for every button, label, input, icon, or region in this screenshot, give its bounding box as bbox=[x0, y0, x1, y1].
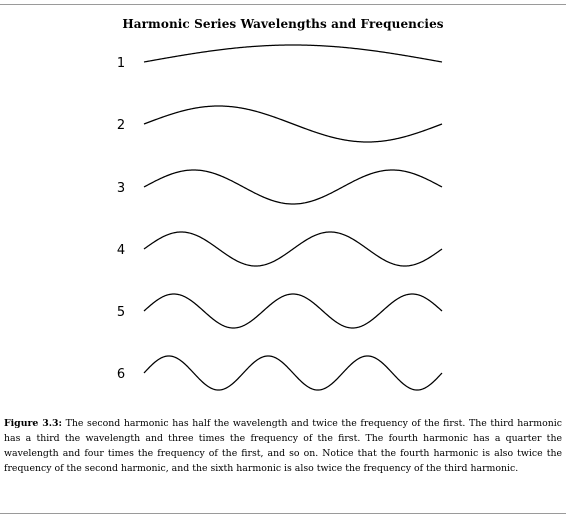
harmonic-wave-3 bbox=[144, 170, 442, 204]
harmonic-label-3: 3 bbox=[116, 181, 126, 196]
caption-text: The second harmonic has half the wavelength and twice the frequency of the first. The third harmonic has a third the wavelength and three times the frequency of the first. The fourth harmonic has a quarter the wavelength and four times the frequency of the first, and so on. Notice that the fourth harmonic is also twice the frequency of the second harmonic, and the sixth harmonic is also twice the frequency of the third harmonic. bbox=[4, 418, 562, 474]
waves-group bbox=[117, 45, 442, 390]
caption-lead: Figure 3.3: bbox=[4, 418, 62, 429]
figure-caption bbox=[4, 416, 562, 476]
harmonic-wave-5 bbox=[144, 294, 442, 328]
bottom-rule bbox=[0, 513, 566, 514]
harmonic-wave-4 bbox=[144, 232, 442, 266]
harmonic-label-6: 6 bbox=[116, 367, 126, 382]
figure-title: Harmonic Series Wavelengths and Frequencies bbox=[122, 17, 444, 31]
harmonic-label-5: 5 bbox=[116, 305, 126, 320]
harmonic-wave-1 bbox=[144, 45, 442, 62]
harmonic-wave-6 bbox=[144, 356, 442, 390]
harmonic-wave-2 bbox=[144, 106, 442, 142]
harmonic-label-4: 4 bbox=[116, 243, 126, 258]
harmonic-label-1: 1 bbox=[116, 56, 126, 71]
harmonic-label-2: 2 bbox=[116, 118, 126, 133]
